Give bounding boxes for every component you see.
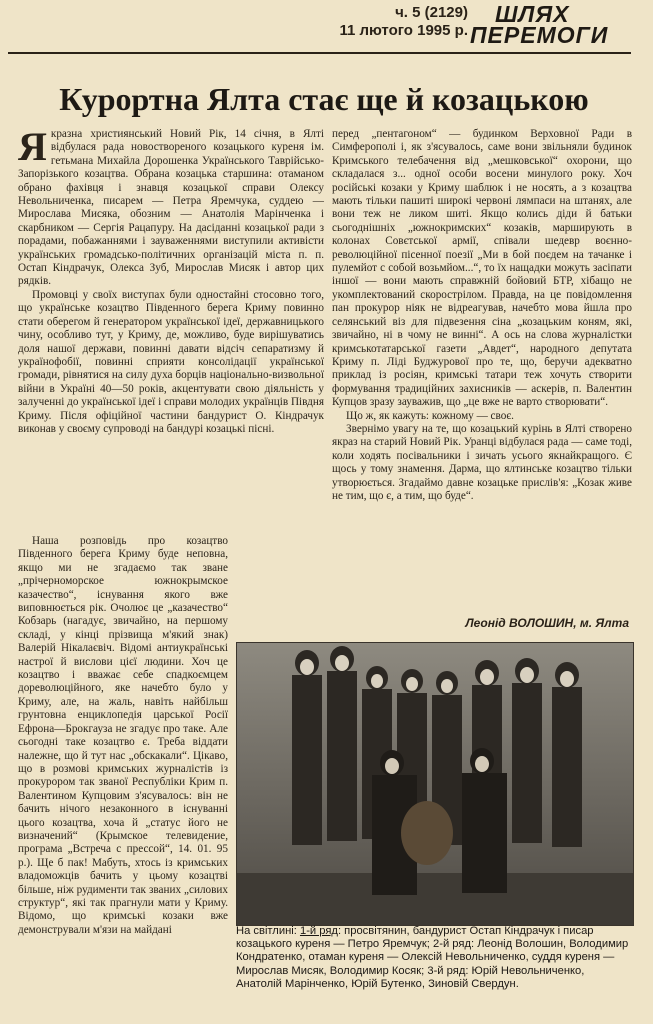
paragraph: перед „пентагоном“ — будинком Верховної Ради в Симферополі і, як з'ясувалось, саме вони звільняли будинок Кримського телебачення від „мешковської“ охорони, що складалася з... одної особи восени минулого року. Хоч російські козаки у Криму шаблюк і не носять, а з козацтва мають тільки пашиті широкі червоні лямпаси на штанях, але вони теж не ликом шиті. Якщо колись діди й батьки сьогоднішніх „южнокримских“ козаків, марширують в колонах Совєтської армії, співали шедевр воєнно-революційної пісенної поезії „Ми в бой поєдем на тачанке і пулемйот с собой возьмйом...“, то їх нащадки можуть засіпати іншої — вони мають справжній бойовий БТР, хібащо не укомплектований скорострілом. Правда, на це повідомлення пан прокурор ніяк не відреагував, начебто мова йшла про селянський віз для підвезення сіна „козацьким коням, які, звичайно, ні в чому не винні“. А ось на слова журналістки кримськотатарської газети „Авдет“, народного депутата Криму п. Ліді Буджурової про те, що, беручи адекватно приклад із росіян, кримські татари теж хочуть створити формування традиційних захисників — аскерів, п. Валентин Купцов зразу зауважив, що „це вже не варто створювати“.	[332, 128, 632, 409]
group-photo	[236, 642, 634, 926]
paragraph: Якразна християнський Новий Рік, 14 січня, в Ялті відбулася рада новоствореного козацького куреня ім. гетьмана Михайла Дорошенка Українського Таврійсько-Запорізького козацтва. Обрана козацька старшина: отаманом обрано фахівця і знавця козацької справи Олексу Невольниченка, писарем — Петра Яремчука, суддею — Мирослава Мисяка, обозним — Анатолія Марінченка і скарбником — Сергія Рацапуру. На дасіданні козацької ради з порадами, побажаннями і зауваженнями виступили активісти українських громадсько-політичних організацій міста п. п. Остап Кіндрачук, Олекса Зуб, Мирослав Мисяк і автор цих рядків.	[18, 124, 324, 288]
masthead-rule	[8, 52, 631, 54]
article-column-right	[332, 128, 632, 503]
photo-illustration	[237, 643, 633, 925]
issue-number: ч. 5 (2129)	[395, 4, 468, 21]
newspaper-logo-line1: ШЛЯХ	[495, 1, 570, 27]
photo-caption	[236, 925, 632, 991]
paragraph: Що ж, як кажуть: кожному — своє.	[346, 409, 514, 422]
caption-lead: На світлині:	[236, 925, 297, 937]
article-column-left	[18, 124, 324, 436]
issue-info	[318, 4, 468, 40]
dropcap: Я	[18, 124, 47, 169]
paragraph: Звернімо увагу на те, що козацький курінь в Ялті створено якраз на старий Новий Рік. Уранці відбулася рада — саме тоді, коли ходять посівальники і зичать усього якнайкращого. Є щось у тому знамення. Дарма, що ялтинське козацтво тільки утворюється. Згадаймо давне козацьке прислів'я: „Козак живе не тим, що є, а тим, що буде“.	[332, 422, 632, 502]
newspaper-logo-line2: ПЕРЕМОГИ	[470, 22, 609, 48]
caption-text: : просвітянин, бандурист Остап Кіндрачук і писар козацького куреня — Петро Яремчук; 2-й ряд: Леонід Волошин, Володимир Кондратенко, отаман куреня — Олексій Невольниченко, суддя куреня — Мирослав Мисяк, Володимир Косяк; 3-й ряд: Юрій Невольниченко, Анатолій Марінченко, Юрій Бутенко, Зиновій Свердун.	[236, 925, 629, 990]
paragraph: Промовці у своїх виступах були одностайні стосовно того, що українське козацтво Південного берега Криму повинно стати оберегом й генератором української ідеї, державницького чину, особливо тут, у Криму, де, можливо, буде вирішуватись доля нашої держави, повинні давати відсіч сепаратизму й українофобії, повинні сприяти консолідації української громади, рівнятися на силу духа борців національно-визвольної війни в Україні 40—50 років, акцентувати свою діяльність у залученні до української ідеї і справи молодих українців Півдня Криму. Після офіційної частини бандурист О. Кіндрачук виконав у своєму супроводі на бандурі козацькі пісні.	[18, 288, 324, 435]
article-column-left-lower	[18, 535, 228, 937]
caption-row1-label: 1-й ряд	[299, 925, 338, 937]
author-signature: Леонід ВОЛОШИН, м. Ялта	[465, 616, 629, 630]
article-headline: Курортна Ялта стає ще й козацькою	[59, 81, 589, 117]
issue-date: 11 лютого 1995 р.	[339, 22, 468, 39]
paragraph: Наша розповідь про козацтво Південного берега Криму буде неповна, якщо ми не згадаємо так зване „прічерноморское южнокрымское казачество“, існування якого вже виповнюється рік. Очолює це „казачество“ Кобзарь (нагадує, звичайно, на першому складі, у кінці прізвища м'який знак) Валерій Нікалаєвіч. Відомі антиукраїнські настрої й вислови цієї людини. Хоч це козацтво і вважає себе спадкоємцем дореволюційного, яке начебто було у Криму, але, на жаль, навіть найбільш грунтовна енциклопедія царської Росії Ефрона—Брокгауза не згадує про таке. Але сьогодні таке козацтво є. Треба віддати належне, що й тут нас „обскакали“. Цікаво, що в розмові кримських журналістів із прокурором так званої Республіки Крим п. Валентином Купцовим з'ясувалось: він не бачить нічого незаконного в існуванні цього козацтва, хоча й „статус його не визначений“ (Крымское телевидение, програма „Встреча с прессой“, 14. 01. 95 р.). Ще б пак! Мабуть, хтось із кримських владоможців бачить у цьому козацтві більше, ніж рудименти так званих „силових структур“, які так прагнули мати у Криму. Відомо, що кримські козаки вже демонстрували м'язи на майдані	[18, 535, 228, 936]
masthead	[0, 0, 653, 52]
